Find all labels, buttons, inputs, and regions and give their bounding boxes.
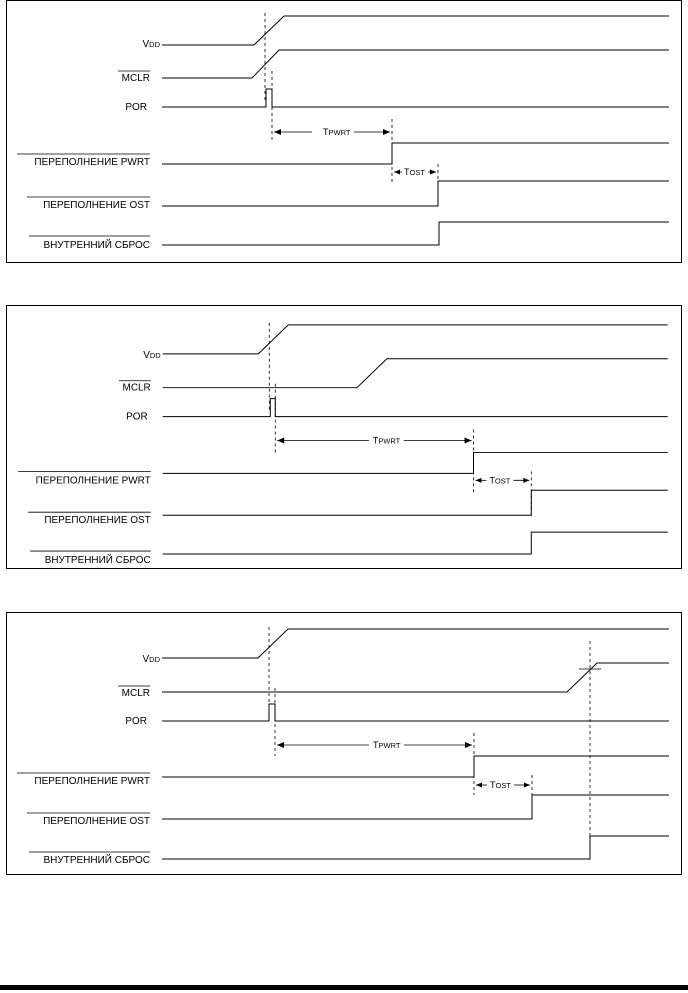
por-label: POR: [125, 102, 147, 113]
tpwrt-arrowhead-right: [465, 437, 472, 443]
por-trace: [162, 89, 669, 107]
tost-label: TOST: [404, 167, 425, 177]
tpwrt-arrowhead-right: [465, 742, 472, 748]
vdd-trace: [162, 16, 669, 45]
mclr-label: MCLR: [122, 382, 151, 394]
tpwrt-arrowhead-left: [277, 742, 284, 748]
ost-overflow-trace: [162, 795, 669, 819]
internal-reset-label: ВНУТРЕННИЙ СБРОС: [43, 855, 150, 866]
ost-overflow-label: ПЕРЕПОЛНЕНИЕ OST: [43, 816, 150, 827]
mclr-label: MCLR: [121, 73, 150, 84]
tpwrt-arrowhead-right: [383, 129, 390, 135]
pwrt-overflow-label: ПЕРЕПОЛНЕНИЕ PWRT: [34, 157, 150, 168]
pwrt-overflow-trace: [163, 452, 668, 473]
pwrt-overflow-trace: [162, 143, 669, 164]
pwrt-overflow-label: ПЕРЕПОЛНЕНИЕ PWRT: [35, 475, 151, 487]
ost-overflow-trace: [163, 490, 668, 515]
ost-overflow-trace: [162, 181, 669, 206]
timing-diagram-1: [6, 0, 682, 263]
vdd-trace: [163, 325, 668, 354]
mclr-label: MCLR: [121, 688, 150, 699]
vdd-label: VDD: [142, 654, 160, 665]
vdd-trace: [162, 629, 669, 658]
internal-reset-label: ВНУТРЕННИЙ СБРОС: [43, 240, 150, 251]
tost-arrowhead-right: [524, 783, 530, 788]
ost-overflow-label: ПЕРЕПОЛНЕНИЕ OST: [44, 515, 151, 527]
tost-label: TOST: [490, 780, 511, 790]
internal-reset-trace: [162, 836, 669, 859]
por-label: POR: [125, 716, 147, 727]
por-trace: [163, 399, 668, 417]
tost-arrowhead-right: [523, 478, 529, 483]
tpwrt-arrowhead-left: [274, 129, 281, 135]
vdd-label: VDD: [142, 39, 160, 50]
por-trace: [162, 704, 669, 721]
timing-diagram-1-canvas: [7, 1, 681, 262]
pwrt-overflow-label: ПЕРЕПОЛНЕНИЕ PWRT: [34, 776, 150, 787]
por-label: POR: [126, 411, 148, 423]
mclr-trace: [162, 50, 669, 78]
tost-label: TOST: [489, 475, 511, 486]
internal-reset-trace: [162, 222, 669, 245]
tost-arrowhead-left: [394, 170, 400, 175]
timing-diagram-2: [6, 305, 682, 569]
timing-diagram-2-canvas: [7, 306, 681, 567]
tpwrt-label: TPWRT: [373, 740, 401, 750]
footer-rule: [0, 985, 688, 990]
internal-reset-trace: [163, 532, 668, 554]
tpwrt-label: TPWRT: [323, 127, 351, 137]
ost-overflow-label: ПЕРЕПОЛНЕНИЕ OST: [43, 200, 150, 211]
tost-arrowhead-left: [476, 783, 482, 788]
pwrt-overflow-trace: [162, 756, 669, 777]
mclr-trace: [163, 359, 668, 388]
tpwrt-arrowhead-left: [277, 437, 284, 443]
internal-reset-label: ВНУТРЕННИЙ СБРОС: [44, 555, 151, 567]
timing-diagram-3: [6, 612, 682, 875]
timing-diagram-3-canvas: [7, 613, 681, 874]
tpwrt-label: TPWRT: [372, 435, 401, 446]
tost-arrowhead-left: [475, 478, 481, 483]
tost-arrowhead-right: [430, 170, 436, 175]
mclr-trace: [162, 663, 669, 692]
vdd-label: VDD: [143, 349, 161, 361]
